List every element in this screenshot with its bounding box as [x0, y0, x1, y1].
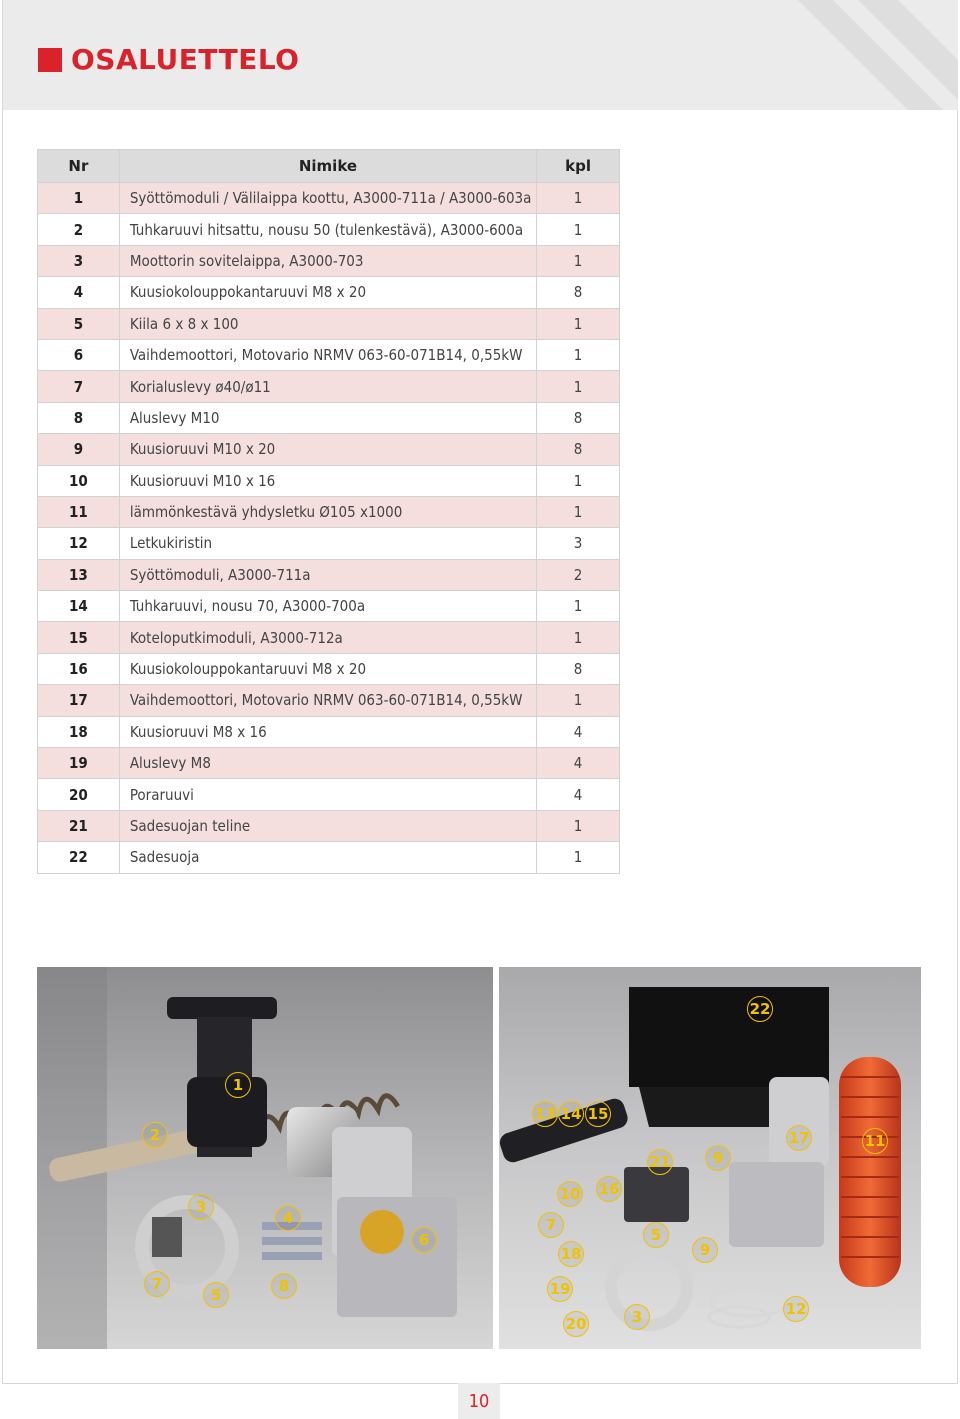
row-kpl: 4 [537, 779, 620, 810]
table-row [38, 339, 620, 370]
row-name: Aluslevy M8 [119, 748, 536, 779]
callout-13: 13 [532, 1101, 558, 1127]
parts-table-body [38, 183, 620, 874]
row-nr: 11 [38, 496, 120, 527]
row-name: Kiila 6 x 8 x 100 [119, 308, 536, 339]
row-nr: 22 [38, 842, 120, 873]
page-number: 10 [458, 1383, 500, 1419]
table-row [38, 842, 620, 873]
header-decoration [738, 0, 958, 110]
row-nr: 16 [38, 653, 120, 684]
table-row [38, 308, 620, 339]
table-row [38, 528, 620, 559]
row-kpl: 8 [537, 277, 620, 308]
table-header-row [38, 150, 620, 183]
callout-2: 2 [142, 1122, 168, 1148]
callout-6: 6 [411, 1227, 437, 1253]
row-name: Aluslevy M10 [119, 402, 536, 433]
row-kpl: 1 [537, 214, 620, 245]
callout-7-right: 7 [538, 1212, 564, 1238]
table-row [38, 716, 620, 747]
callout-3: 3 [188, 1194, 214, 1220]
row-nr: 12 [38, 528, 120, 559]
callout-14: 14 [558, 1101, 584, 1127]
row-nr: 10 [38, 465, 120, 496]
row-name: Sadesuojan teline [119, 810, 536, 841]
row-name: Kuusiokolouppokantaruuvi M8 x 20 [119, 277, 536, 308]
row-name: Letkukiristin [119, 528, 536, 559]
row-name: Vaihdemoottori, Motovario NRMV 063-60-071B14, 0,55kW [119, 339, 536, 370]
row-nr: 7 [38, 371, 120, 402]
row-kpl: 4 [537, 748, 620, 779]
row-nr: 20 [38, 779, 120, 810]
row-kpl: 2 [537, 559, 620, 590]
table-row [38, 779, 620, 810]
callout-10: 10 [557, 1181, 583, 1207]
row-nr: 14 [38, 591, 120, 622]
row-nr: 4 [38, 277, 120, 308]
callout-16: 16 [596, 1176, 622, 1202]
row-name: Sadesuoja [119, 842, 536, 873]
row-nr: 17 [38, 685, 120, 716]
row-kpl: 1 [537, 308, 620, 339]
table-row [38, 810, 620, 841]
parts-photo-right [499, 967, 921, 1349]
row-kpl: 3 [537, 528, 620, 559]
callout-15: 15 [585, 1101, 611, 1127]
row-nr: 15 [38, 622, 120, 653]
callout-3-right: 3 [624, 1304, 650, 1330]
callout-1: 1 [225, 1072, 251, 1098]
row-name: Syöttömoduli, A3000-711a [119, 559, 536, 590]
row-nr: 13 [38, 559, 120, 590]
row-kpl: 1 [537, 591, 620, 622]
row-name: Poraruuvi [119, 779, 536, 810]
callout-12: 12 [783, 1296, 809, 1322]
header-name: Nimike [119, 150, 536, 183]
table-row [38, 434, 620, 465]
callout-9-bottom: 9 [692, 1237, 718, 1263]
row-nr: 21 [38, 810, 120, 841]
row-name: Kuusioruuvi M10 x 20 [119, 434, 536, 465]
row-kpl: 1 [537, 842, 620, 873]
header-kpl: kpl [537, 150, 620, 183]
row-nr: 8 [38, 402, 120, 433]
row-name: Korialuslevy ø40/ø11 [119, 371, 536, 402]
callout-17: 17 [786, 1125, 812, 1151]
row-kpl: 1 [537, 183, 620, 214]
row-kpl: 1 [537, 685, 620, 716]
row-kpl: 1 [537, 245, 620, 276]
table-row [38, 371, 620, 402]
callout-22: 22 [747, 996, 773, 1022]
callout-20: 20 [563, 1311, 589, 1337]
row-name: lämmönkestävä yhdysletku Ø105 x1000 [119, 496, 536, 527]
table-row [38, 245, 620, 276]
row-name: Kuusiokolouppokantaruuvi M8 x 20 [119, 653, 536, 684]
table-row [38, 465, 620, 496]
row-kpl: 1 [537, 496, 620, 527]
callout-9-top: 9 [705, 1145, 731, 1171]
header-nr: Nr [38, 150, 120, 183]
row-name: Syöttömoduli / Välilaippa koottu, A3000-711a / A3000-603a [119, 183, 536, 214]
table-row [38, 277, 620, 308]
table-row [38, 591, 620, 622]
row-name: Moottorin sovitelaippa, A3000-703 [119, 245, 536, 276]
callout-8: 8 [271, 1273, 297, 1299]
table-row [38, 622, 620, 653]
row-kpl: 4 [537, 716, 620, 747]
parts-table [37, 149, 620, 874]
callout-4: 4 [275, 1205, 301, 1231]
row-kpl: 8 [537, 434, 620, 465]
row-nr: 6 [38, 339, 120, 370]
row-nr: 19 [38, 748, 120, 779]
row-nr: 3 [38, 245, 120, 276]
row-kpl: 1 [537, 810, 620, 841]
callout-11: 11 [862, 1128, 888, 1154]
row-name: Tuhkaruuvi hitsattu, nousu 50 (tulenkestävä), A3000-600a [119, 214, 536, 245]
row-kpl: 8 [537, 653, 620, 684]
row-nr: 9 [38, 434, 120, 465]
row-kpl: 1 [537, 371, 620, 402]
table-row [38, 402, 620, 433]
table-row [38, 559, 620, 590]
photo-left-image [37, 967, 493, 1349]
row-nr: 1 [38, 183, 120, 214]
callout-19: 19 [547, 1276, 573, 1302]
callout-5: 5 [203, 1282, 229, 1308]
row-nr: 2 [38, 214, 120, 245]
row-kpl: 1 [537, 465, 620, 496]
callout-21: 21 [647, 1149, 673, 1175]
table-row [38, 748, 620, 779]
table-row [38, 653, 620, 684]
page-header [3, 0, 958, 110]
header-red-square [38, 48, 62, 72]
row-kpl: 8 [537, 402, 620, 433]
table-row [38, 496, 620, 527]
row-name: Kuusioruuvi M8 x 16 [119, 716, 536, 747]
row-name: Tuhkaruuvi, nousu 70, A3000-700a [119, 591, 536, 622]
row-name: Vaihdemoottori, Motovario NRMV 063-60-071B14, 0,55kW [119, 685, 536, 716]
row-nr: 18 [38, 716, 120, 747]
callout-7: 7 [144, 1271, 170, 1297]
table-row [38, 214, 620, 245]
row-name: Koteloputkimoduli, A3000-712a [119, 622, 536, 653]
table-row [38, 685, 620, 716]
row-name: Kuusioruuvi M10 x 16 [119, 465, 536, 496]
row-kpl: 1 [537, 339, 620, 370]
table-row [38, 183, 620, 214]
callout-18: 18 [558, 1241, 584, 1267]
parts-photo-left [37, 967, 493, 1349]
callout-5-right: 5 [643, 1222, 669, 1248]
row-nr: 5 [38, 308, 120, 339]
row-kpl: 1 [537, 622, 620, 653]
page-title: OSALUETTELO [71, 43, 300, 76]
